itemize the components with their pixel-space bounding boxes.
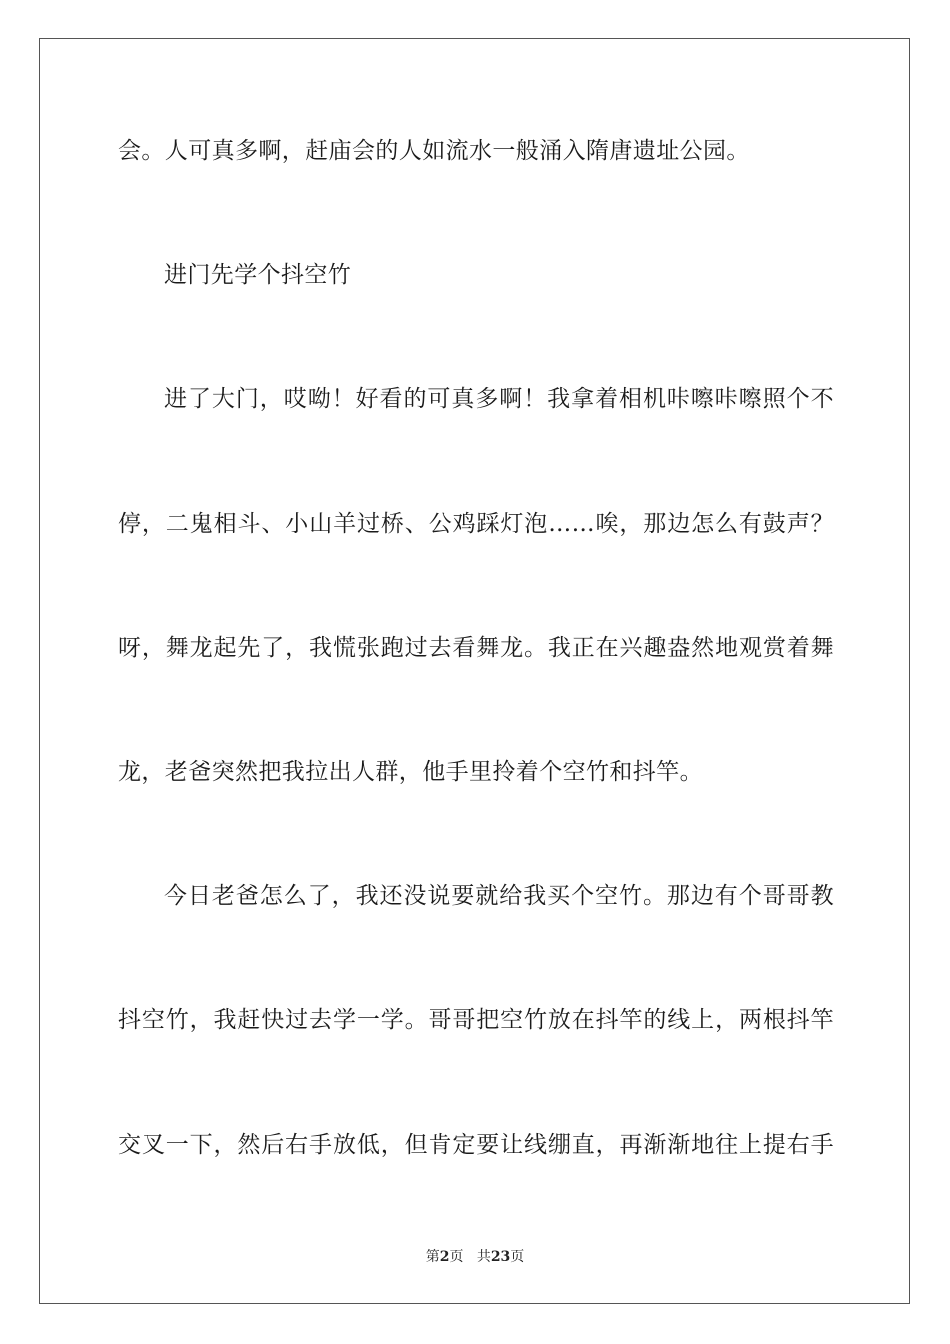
footer-page-prefix: 第 [425, 1249, 440, 1265]
footer-page-suffix: 页 [449, 1249, 464, 1265]
page-footer [0, 1248, 950, 1266]
text-line-8: 抖空竹，我赶快过去学一学。哥哥把空竹放在抖竿的线上，两根抖竿 [118, 1007, 834, 1033]
footer-total-pages: 23 [490, 1249, 511, 1265]
footer-total-suffix: 页 [510, 1249, 525, 1265]
footer-total-prefix: 共 [476, 1249, 491, 1265]
text-line-3: 进了大门，哎呦！好看的可真多啊！我拿着相机咔嚓咔嚓照个不 [164, 386, 834, 412]
text-line-9: 交叉一下，然后右手放低，但肯定要让线绷直，再渐渐地往上提右手 [118, 1132, 834, 1158]
footer-page-number: 2 [439, 1249, 450, 1265]
text-line-5: 呀，舞龙起先了，我慌张跑过去看舞龙。我正在兴趣盎然地观赏着舞 [118, 635, 834, 661]
text-line-7: 今日老爸怎么了，我还没说要就给我买个空竹。那边有个哥哥教 [164, 883, 834, 909]
text-line-1: 会。人可真多啊，赶庙会的人如流水一般涌入隋唐遗址公园。 [118, 138, 750, 164]
page-border [39, 38, 910, 1304]
text-line-6: 龙，老爸突然把我拉出人群，他手里拎着个空竹和抖竿。 [118, 759, 703, 785]
text-line-4: 停，二鬼相斗、小山羊过桥、公鸡踩灯泡……唉，那边怎么有鼓声？ [118, 511, 834, 537]
section-heading: 进门先学个抖空竹 [164, 262, 352, 288]
